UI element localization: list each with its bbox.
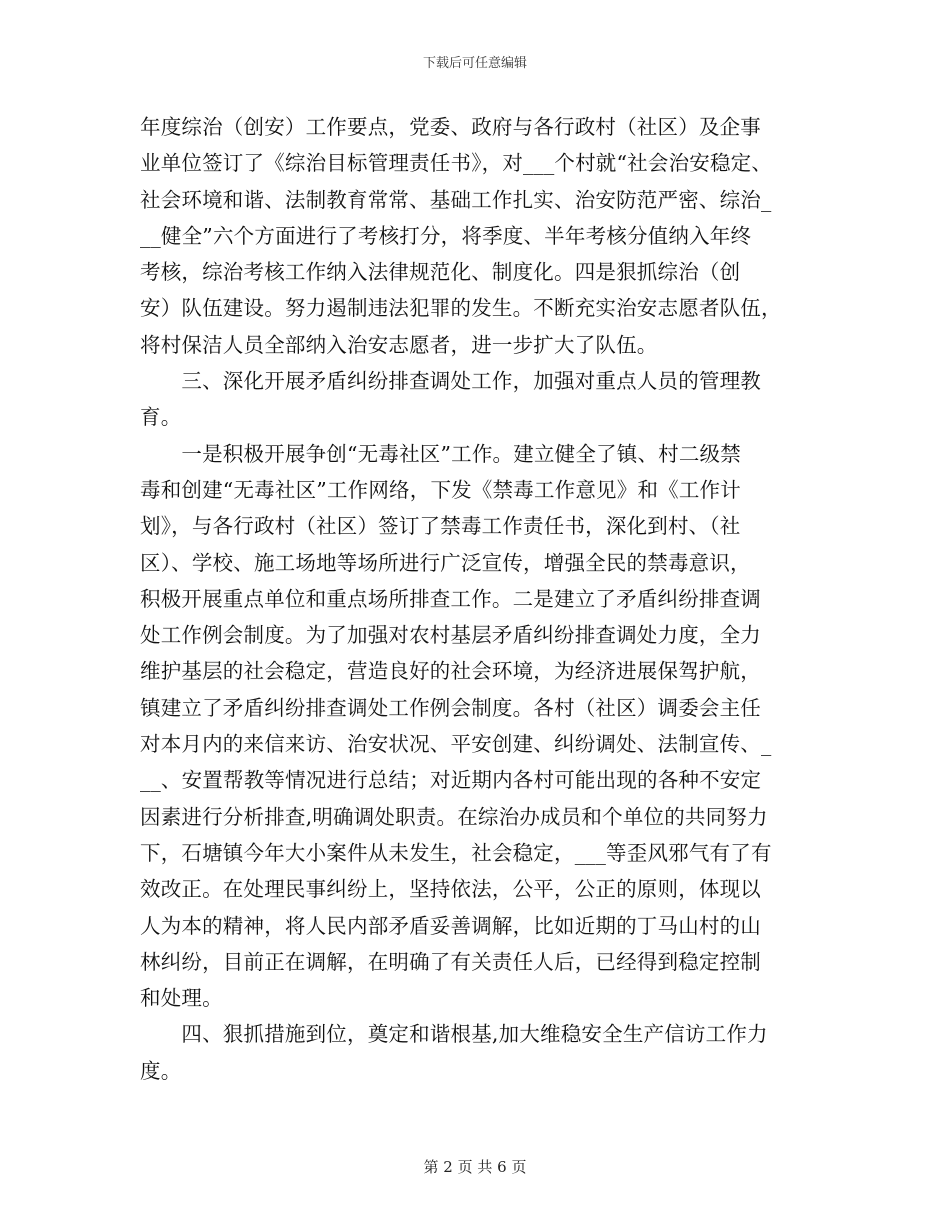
body-line: 年度综治（创安）工作要点，党委、政府与各行政村（社区）及企事 — [140, 115, 761, 139]
body-line: 毒和创建“无毒社区”工作网络，下发《禁毒工作意见》和《工作计 — [140, 477, 741, 502]
body-line: 区）、学校、施工场地等场所进行广泛宣传，增强全民的禁毒意识， — [140, 550, 751, 575]
body-line: 维护基层的社会稳定，营造良好的社会环境，为经济进展保驾护航， — [140, 659, 761, 684]
body-line: 和处理。 — [140, 986, 223, 1011]
body-line: 下，石塘镇今年大小案件从未发生，社会稳定，___等歪风邪气有了有 — [140, 840, 772, 865]
body-line: 因素进行分析排查,明确调处职责。在综治办成员和个单位的共同努力 — [140, 804, 768, 829]
body-line: 划》，与各行政村（社区）签订了禁毒工作责任书，深化到村、（社 — [140, 514, 741, 539]
body-line: __、安置帮教等情况进行总结；对近期内各村可能出现的各种不安定 — [140, 768, 762, 793]
body-line: 人为本的精神，将人民内部矛盾妥善调解，比如近期的丁马山村的山 — [140, 913, 761, 938]
body-line: 处工作例会制度。为了加强对农村基层矛盾纠纷排查调处力度，全力 — [140, 623, 761, 648]
section-heading-line: 度。 — [140, 1058, 182, 1083]
body-line: __健全”六个方面进行了考核打分，将季度、半年考核分值纳入年终 — [140, 223, 752, 248]
body-line: 考核，综治考核工作纳入法律规范化、制度化。四是狠抓综治（创 — [140, 260, 741, 285]
body-line: 效改正。在处理民事纠纷上，坚持依法，公平，公正的原则，体现以 — [140, 877, 761, 902]
page-number: 第 2 页 共 6 页 — [423, 1158, 527, 1176]
section-heading-line: 三、深化开展矛盾纠纷排查调处工作，加强对重点人员的管理教 — [140, 369, 761, 394]
body-line: 积极开展重点单位和重点场所排查工作。二是建立了矛盾纠纷排查调 — [140, 586, 761, 611]
body-line: 将村保洁人员全部纳入治安志愿者，进一步扩大了队伍。 — [140, 332, 658, 357]
body-line: 林纠纷，目前正在调解，在明确了有关责任人后，已经得到稳定控制 — [140, 949, 761, 974]
body-line: 一是积极开展争创“无毒社区”工作。建立健全了镇、村二级禁 — [140, 441, 741, 466]
page-header: 下载后可任意编辑 — [422, 56, 527, 71]
body-line: 镇建立了矛盾纠纷排查调处工作例会制度。各村（社区）调委会主任 — [140, 695, 761, 720]
section-heading-line: 四、狠抓措施到位，奠定和谐根基,加大维稳安全生产信访工作力 — [140, 1022, 768, 1047]
body-line: 对本月内的来信来访、治安状况、平安创建、纠纷调处、法制宣传、_ — [140, 732, 772, 757]
body-line: 安）队伍建设。努力遏制违法犯罪的发生。不断充实治安志愿者队伍， — [140, 296, 782, 321]
body-line: 业单位签订了《综治目标管理责任书》，对___个村就“社会治安稳定、 — [140, 151, 773, 176]
document-body — [140, 109, 830, 1089]
body-line: 社会环境和谐、法制教育常常、基础工作扎实、治安防范严密、综治_ — [140, 187, 772, 212]
section-heading-line: 育。 — [140, 405, 182, 430]
